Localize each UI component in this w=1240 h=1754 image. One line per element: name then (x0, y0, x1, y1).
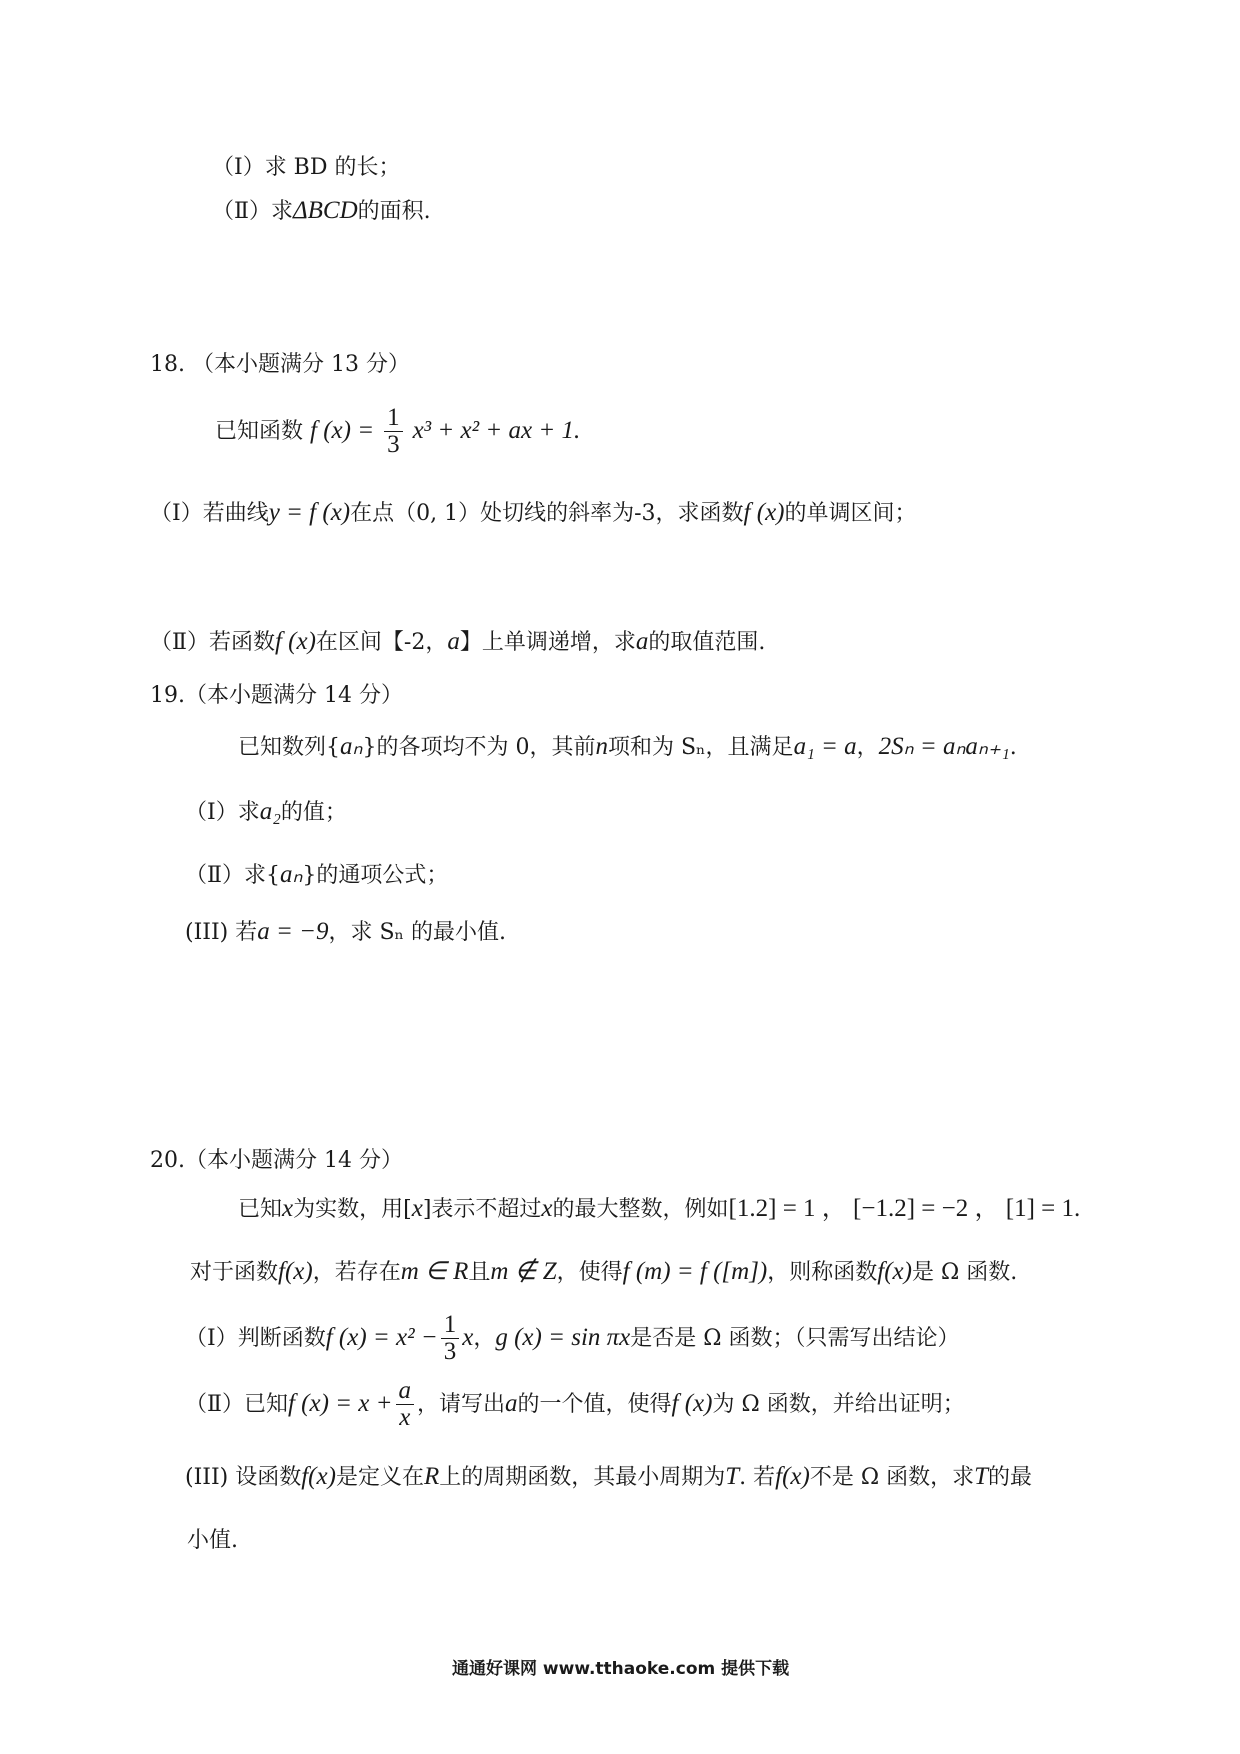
formula-lhs: f (x) = (310, 416, 375, 444)
q20-line1: 已知x为实数，用[x]表示不超过x的最大整数，例如[1.2] = 1 ， [−1.2] = −2 ， [1] = 1. (238, 1195, 1081, 1222)
q17-part1: （Ⅰ）求 BD 的长； (212, 155, 401, 180)
q20-part1: （Ⅰ）判断函数f (x) = x² − $\frac{1}{3}$ x，g (x) = sin πx是否是 Ω 函数；（只需写出结论） (185, 1311, 960, 1366)
fraction: $\frac{1}{3}$ (384, 405, 403, 459)
q18-header: 18. （本小题满分 13 分） (150, 352, 410, 377)
q20-line2: 对于函数f(x)，若存在m ∈ R且m ∉ Z，使得f (m) = f ([m])，则称函数f(x)是 Ω 函数. (190, 1258, 1018, 1285)
formula-rhs: x³ + x² + ax + 1. (412, 416, 581, 444)
q19-header: 19.（本小题满分 14 分） (150, 683, 403, 708)
q18-intro: 已知函数 f (x) = $\frac{1}{3}$ x³ + x² + ax + 1. (215, 404, 581, 459)
q19-part1: （Ⅰ）求a₂的值； (185, 798, 347, 825)
q20-header: 20.（本小题满分 14 分） (150, 1148, 403, 1173)
fraction: $\frac{a}{x}$ (396, 1378, 415, 1432)
q20-part3: (III) 设函数f(x)是定义在R上的周期函数，其最小周期为T. 若f(x)不是 Ω 函数，求T的最 (185, 1463, 1033, 1490)
q19-intro: 已知数列{aₙ}的各项均不为 0，其前n项和为 Sₙ，且满足a₁ = a，2Sₙ = aₙaₙ₊₁. (238, 733, 1017, 760)
q17-part2: （Ⅱ）求ΔBCD的面积. (212, 197, 431, 224)
q20-part2: （Ⅱ）已知f (x) = x + $\frac{a}{x}$ ，请写出a的一个值，使得f (x)为 Ω 函数，并给出证明； (185, 1377, 965, 1432)
q19-part3: (III) 若a = −9，求 Sₙ 的最小值. (185, 918, 507, 945)
footer-credit: 通通好课网 www.tthaoke.com 提供下载 (452, 1659, 790, 1679)
fraction: $\frac{1}{3}$ (441, 1312, 460, 1366)
q18-part1: （Ⅰ）若曲线y = f (x)在点（0, 1）处切线的斜率为-3，求函数f (x)的单调区间； (150, 499, 917, 526)
q18-part2: （Ⅱ）若函数f (x)在区间【-2，a】上单调递增，求a的取值范围. (150, 628, 766, 655)
q20-part3-continued: 小值. (187, 1528, 238, 1553)
q19-part2: （Ⅱ）求{aₙ}的通项公式； (185, 861, 449, 888)
